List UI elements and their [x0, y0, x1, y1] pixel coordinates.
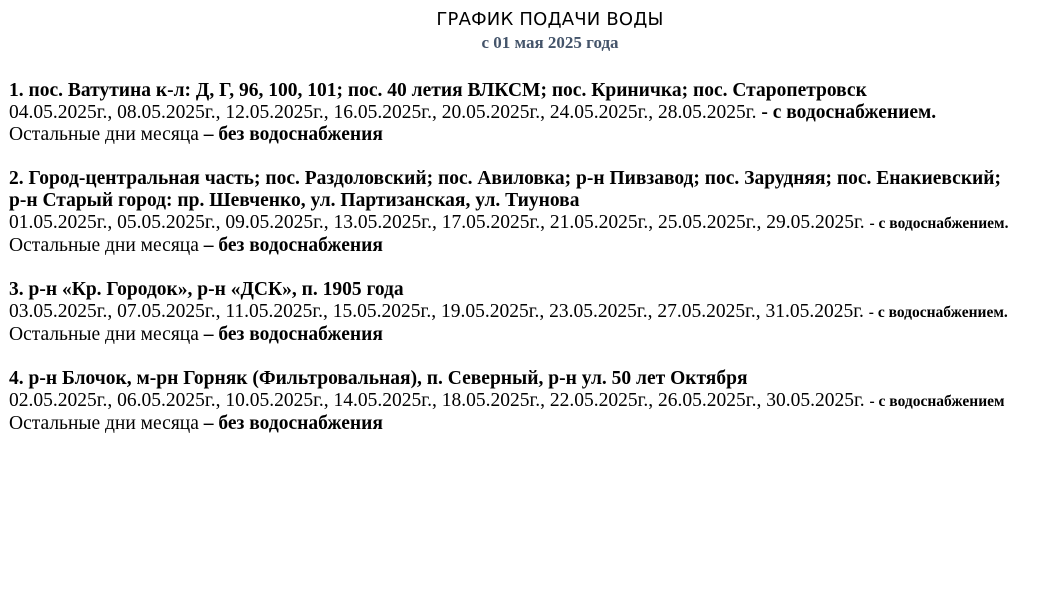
- supply-dates-line: [9, 301, 1058, 324]
- supply-dates: 02.05.2025г., 06.05.2025г., 10.05.2025г., 14.05.2025г., 18.05.2025г., 22.05.2025г., 26.05.2025г., 30.05.2025г.: [9, 390, 870, 411]
- page-subtitle: с 01 мая 2025 года: [481, 33, 619, 52]
- rest-days-line: [9, 124, 1058, 146]
- supply-status: - с водоснабжением.: [869, 215, 1009, 232]
- section-heading: 3. р-н «Кр. Городок», р-н «ДСК», п. 1905 года: [9, 279, 404, 300]
- supply-dates-line: [9, 212, 1058, 235]
- rest-days-label: Остальные дни месяца: [9, 324, 199, 345]
- section-heading: 1. пос. Ватутина к-л: Д, Г, 96, 100, 101; пос. 40 летия ВЛКСМ; пос. Криничка; пос. Старопетровск: [9, 80, 867, 101]
- supply-dates-line: [9, 102, 1058, 124]
- schedule-section-2: [9, 168, 1058, 257]
- rest-days-status: – без водоснабжения: [203, 413, 383, 434]
- schedule-section-3: [9, 279, 1058, 346]
- supply-dates: 01.05.2025г., 05.05.2025г., 09.05.2025г., 13.05.2025г., 17.05.2025г., 21.05.2025г., 25.05.2025г., 29.05.2025г.: [9, 212, 870, 233]
- supply-dates: 03.05.2025г., 07.05.2025г., 11.05.2025г., 15.05.2025г., 19.05.2025г., 23.05.2025г., 27.05.2025г., 31.05.2025г.: [9, 301, 869, 322]
- document-header: [0, 9, 1058, 53]
- section-heading-continued: р-н Старый город: пр. Шевченко, ул. Партизанская, ул. Тиунова: [9, 190, 580, 211]
- schedule-body: [9, 80, 1058, 457]
- rest-days-line: [9, 324, 1058, 346]
- supply-dates: 04.05.2025г., 08.05.2025г., 12.05.2025г., 16.05.2025г., 20.05.2025г., 24.05.2025г., 28.05.2025г.: [9, 102, 762, 123]
- rest-days-label: Остальные дни месяца: [9, 124, 199, 145]
- section-heading: 4. р-н Блочок, м-рн Горняк (Фильтровальная), п. Северный, р-н ул. 50 лет Октября: [9, 368, 748, 389]
- supply-status: - с водоснабжением: [869, 393, 1005, 410]
- supply-dates-line: [9, 390, 1058, 413]
- rest-days-status: – без водоснабжения: [203, 235, 383, 256]
- supply-status: - с водоснабжением.: [761, 102, 937, 123]
- rest-days-line: [9, 413, 1058, 435]
- schedule-section-1: [9, 80, 1058, 146]
- rest-days-label: Остальные дни месяца: [9, 235, 199, 256]
- section-heading: 2. Город-центральная часть; пос. Раздоловский; пос. Авиловка; р-н Пивзавод; пос. Зарудняя; пос. Енакиевский;: [9, 168, 1002, 189]
- supply-status: - с водоснабжением.: [868, 304, 1008, 321]
- rest-days-status: – без водоснабжения: [203, 324, 383, 345]
- rest-days-line: [9, 235, 1058, 257]
- schedule-section-4: [9, 368, 1058, 435]
- rest-days-status: – без водоснабжения: [203, 124, 383, 145]
- rest-days-label: Остальные дни месяца: [9, 413, 199, 434]
- page-title: ГРАФИК ПОДАЧИ ВОДЫ: [436, 9, 664, 30]
